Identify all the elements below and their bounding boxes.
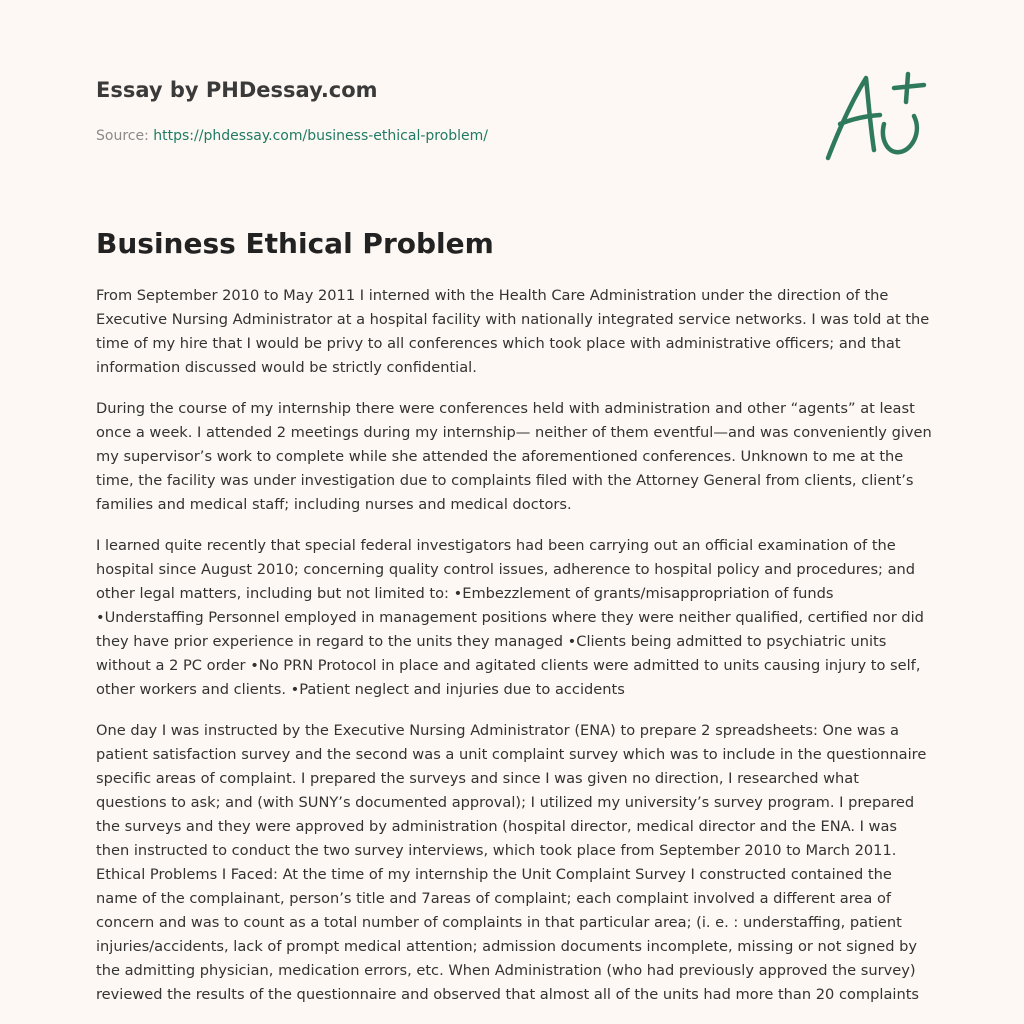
source-line [96, 126, 716, 146]
article-body [96, 284, 932, 1024]
source-link[interactable]: https://phdessay.com/business-ethical-problem/ [153, 128, 489, 144]
article-title: Business Ethical Problem [96, 227, 494, 260]
article-paragraph: I learned quite recently that special federal investigators had been carrying out an official examination of the hospital since August 2010; concerning quality control issues, adherence to hospital policy and procedures; and other legal matters, including but not limited to: •Embezzlement of grants/misappropriation of funds •Understaffing Personnel employed in management positions where they were neither qualified, certified nor did they have prior experience in regard to the units they managed •Clients being admitted to psychiatric units without a 2 PC order •No PRN Protocol in place and agitated clients were admitted to units causing injury to self, other workers and clients. •Patient neglect and injuries due to accidents [96, 537, 924, 698]
site-brand: Essay by PHDessay.com [96, 78, 378, 102]
page-header [96, 76, 716, 146]
a-plus-grade-icon [822, 68, 932, 164]
article-paragraph: One day I was instructed by the Executive Nursing Administrator (ENA) to prepare 2 spreadsheets: One was a patient satisfaction survey and the second was a unit complaint survey which was to include in the questionnaire specific areas of complaint. I prepared the surveys and since I was given no direction, I researched what questions to ask; and (with SUNY’s documented approval); I utilized my university’s survey program. I prepared the surveys and they were approved by administration (hospital director, medical director and the ENA. I was then instructed to conduct the two survey interviews, which took place from September 2010 to March 2011. Ethical Problems I Faced: At the time of my internship the Unit Complaint Survey I constructed contained the name of the complainant, person’s title and 7areas of complaint; each complaint involved a different area of concern and was to count as a total number of complaints in that particular area; (i. e. : understaffing, patient injuries/accidents, lack of prompt medical attention; admission documents incomplete, missing or not signed by the admitting physician, medication errors, etc. When Administration (who had previously approved the survey) reviewed the results of the questionnaire and observed that almost all of the units had more than 20 complaints [96, 722, 927, 1003]
article-paragraph: During the course of my internship there were conferences held with administration and other “agents” at least once a week. I attended 2 meetings during my internship— neither of them eventful—and was conveniently given my supervisor’s work to complete while she attended the aforementioned conferences. Unknown to me at the time, the facility was under investigation due to complaints filed with the Attorney General from clients, client’s families and medical staff; including nurses and medical doctors. [96, 400, 932, 513]
article-paragraph: From September 2010 to May 2011 I interned with the Health Care Administration under the direction of the Executive Nursing Administrator at a hospital facility with nationally integrated service networks. I was told at the time of my hire that I would be privy to all conferences which took place with administrative officers; and that information discussed would be strictly confidential. [96, 287, 930, 376]
source-label: Source: [96, 128, 154, 144]
